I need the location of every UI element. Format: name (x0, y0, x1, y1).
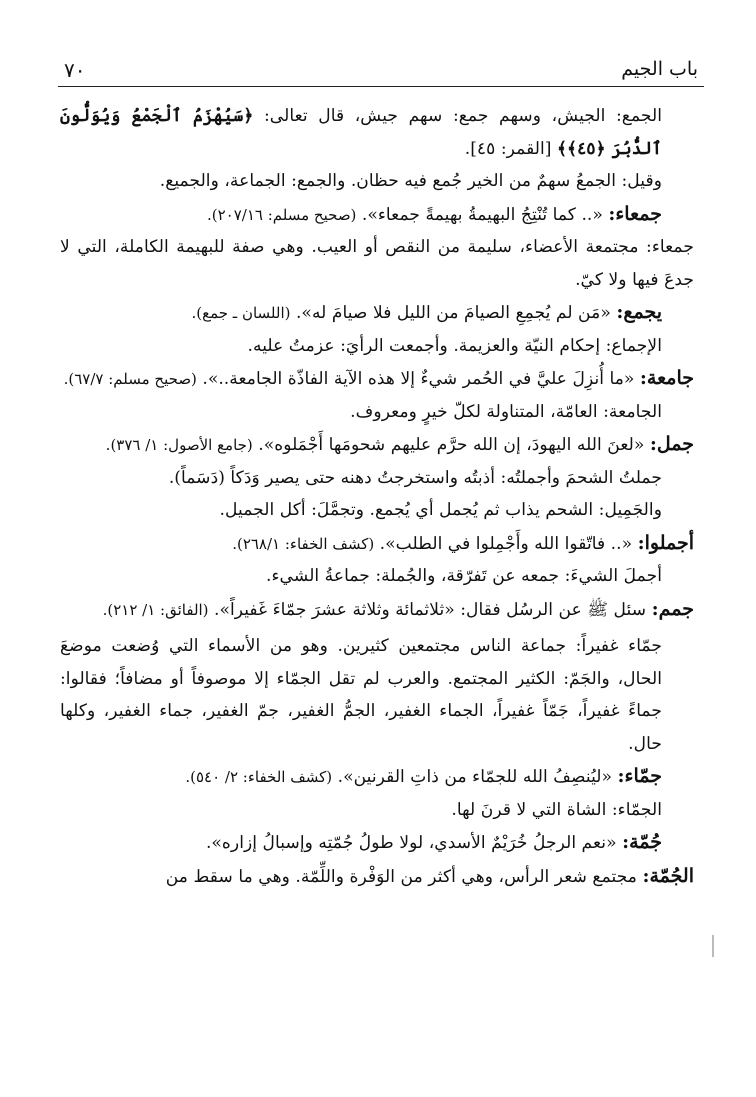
entry-quote: «ليُنصِفُ الله للجمّاء من ذاتِ القرنين». (332, 767, 618, 787)
entry (60, 860, 694, 894)
entry-quote: مجتمع شعر الرأس، وهي أكثر من الوَفْرة واللِّمّة. وهي ما سقط من (165, 866, 643, 887)
paragraph-text: وقيل: الجمعُ سهمٌ من الخير جُمع فيه حظان. والجمع: الجماعة، والجميع. (159, 171, 662, 191)
paragraph (60, 494, 694, 527)
entry-source: (الفائق: ١/ ٢١٢). (102, 600, 209, 619)
entry (60, 760, 694, 794)
paragraph-text: [القمر: ٤٥]. (464, 138, 557, 159)
paragraph (60, 396, 694, 429)
paragraph (60, 100, 694, 165)
entry-headword: جمم: (651, 597, 694, 620)
entry (60, 428, 694, 462)
entry-quote: «ما أُنزِلَ عليَّ في الحُمر شيءٌ إلا هذه الآية الفاذّة الجامعة..». (196, 369, 640, 389)
entry-headword: جمل: (649, 433, 694, 455)
entry (60, 198, 694, 232)
paragraph-text: الجمع: الجيش، وسهم جمع: سهم جيش، قال تعالى: (253, 106, 662, 126)
entry-headword: الجُمّة: (642, 864, 694, 887)
entry-headword: يجمع: (616, 301, 662, 323)
dictionary-body (60, 100, 694, 893)
paragraph (60, 794, 694, 827)
entry-quote: «لعنَ الله اليهودَ، إن الله حرَّم عليهم شحومَها أَجْمَلوه». (252, 435, 650, 455)
paragraph-text: أجملَ الشيءَ: جمعه عن تَفرّقة، والجُملة: جماعةُ الشيء. (265, 566, 662, 586)
entry-headword: جامعة: (639, 367, 694, 389)
scan-artifact (712, 935, 714, 957)
page-number: ٧٠ (64, 58, 86, 82)
entry-quote: «نعم الرجلُ خُرَيْمٌ الأسدي، لولا طولُ جُمّتِه وإسبالُ إزاره». (205, 833, 623, 853)
running-title: باب الجيم (621, 58, 698, 80)
paragraph (60, 165, 694, 198)
entry-quote: «.. كما تُنْتِجُ البهيمةُ بهيمةً جمعاء». (356, 204, 609, 225)
entry-headword: جُمّة: (622, 831, 662, 853)
paragraph-text: جمعاء: مجتمعة الأعضاء، سليمة من النقص أو العيب. وهي صفة للبهيمة الكاملة، التي لا جدعَ فيها ولا كيّ. (60, 237, 694, 290)
paragraph-text: الجامعة: العامّة، المتناولة لكلّ خيرٍ ومعروف. (350, 401, 662, 422)
header-divider (58, 86, 704, 87)
entry-source: (صحيح مسلم: ٦٧/٧). (63, 370, 197, 388)
entry-headword: جمعاء: (608, 202, 662, 225)
page-header (58, 58, 704, 84)
entry-source: (كشف الخفاء: ٢/ ٥٤٠). (185, 768, 333, 786)
entry-quote: «مَن لم يُجمِعِ الصيامَ من الليل فلا صيامَ له». (290, 303, 617, 323)
entry-source: (كشف الخفاء: ٢٦٨/١). (232, 534, 375, 553)
paragraph (60, 231, 694, 296)
paragraph-text: الإجماع: إحكام النيّة والعزيمة. وأجمعت الرأيَ: عزمتُ عليه. (247, 335, 662, 356)
paragraph (60, 330, 694, 363)
paragraph-text: جمّاء غفيراً: جماعة الناس مجتمعين كثيرين. وهو من الأسماء التي وُضعت موضعَ الحال، والجَمّ: الكثير المجتمع. والعرب لم تقل الجمّاء إلا موصوفاً أو مضافاً؛ فقالوا: جماءً غفيراً، جَمّاً غفيراً، الجماء الغفير، الجمُّ الغفير، جمّ الغفير، جماء الغفير، وكلها حال. (60, 636, 662, 754)
entry-headword: أجملوا: (637, 531, 694, 554)
paragraph (60, 462, 694, 495)
entry-source: (اللسان ـ جمع). (191, 304, 291, 322)
entry (60, 362, 694, 396)
entry (60, 527, 694, 561)
entry-quote: سئل ﷺ عن الرسُل فقال: «ثلاثمائة وثلاثة عشرَ جمّاءَ غَفيراً». (208, 599, 652, 620)
quran-verse: ﴿سَيُهْزَمُ ٱلْجَمْعُ وَيُوَلُّونَ ٱلدُّبُرَ ﴿٤٥﴾﴾ (60, 106, 662, 159)
paragraph (60, 560, 694, 593)
paragraph-text: والجَمِيل: الشحم يذاب ثم يُجمل أي يُجمع. وتجمَّلَ: أكل الجميل. (219, 500, 662, 520)
paragraph-text: جملتُ الشحمَ وأجملتُه: أذبتُه واستخرجتُ دهنه حتى يصير وَدَكاً (دَسَماً). (168, 467, 662, 488)
entry-headword: جمّاء: (617, 765, 662, 787)
paragraph (60, 630, 694, 760)
entry (60, 593, 694, 627)
entry (60, 296, 694, 330)
entry (60, 826, 694, 860)
entry-source: (صحيح مسلم: ٢٠٧/١٦). (207, 205, 357, 224)
entry-quote: «.. فاتّقوا الله وأَجْمِلوا في الطلب». (374, 533, 638, 554)
entry-source: (جامع الأصول: ١/ ٣٧٦). (105, 436, 253, 454)
paragraph-text: الجمّاء: الشاة التي لا قرنَ لها. (451, 799, 662, 820)
